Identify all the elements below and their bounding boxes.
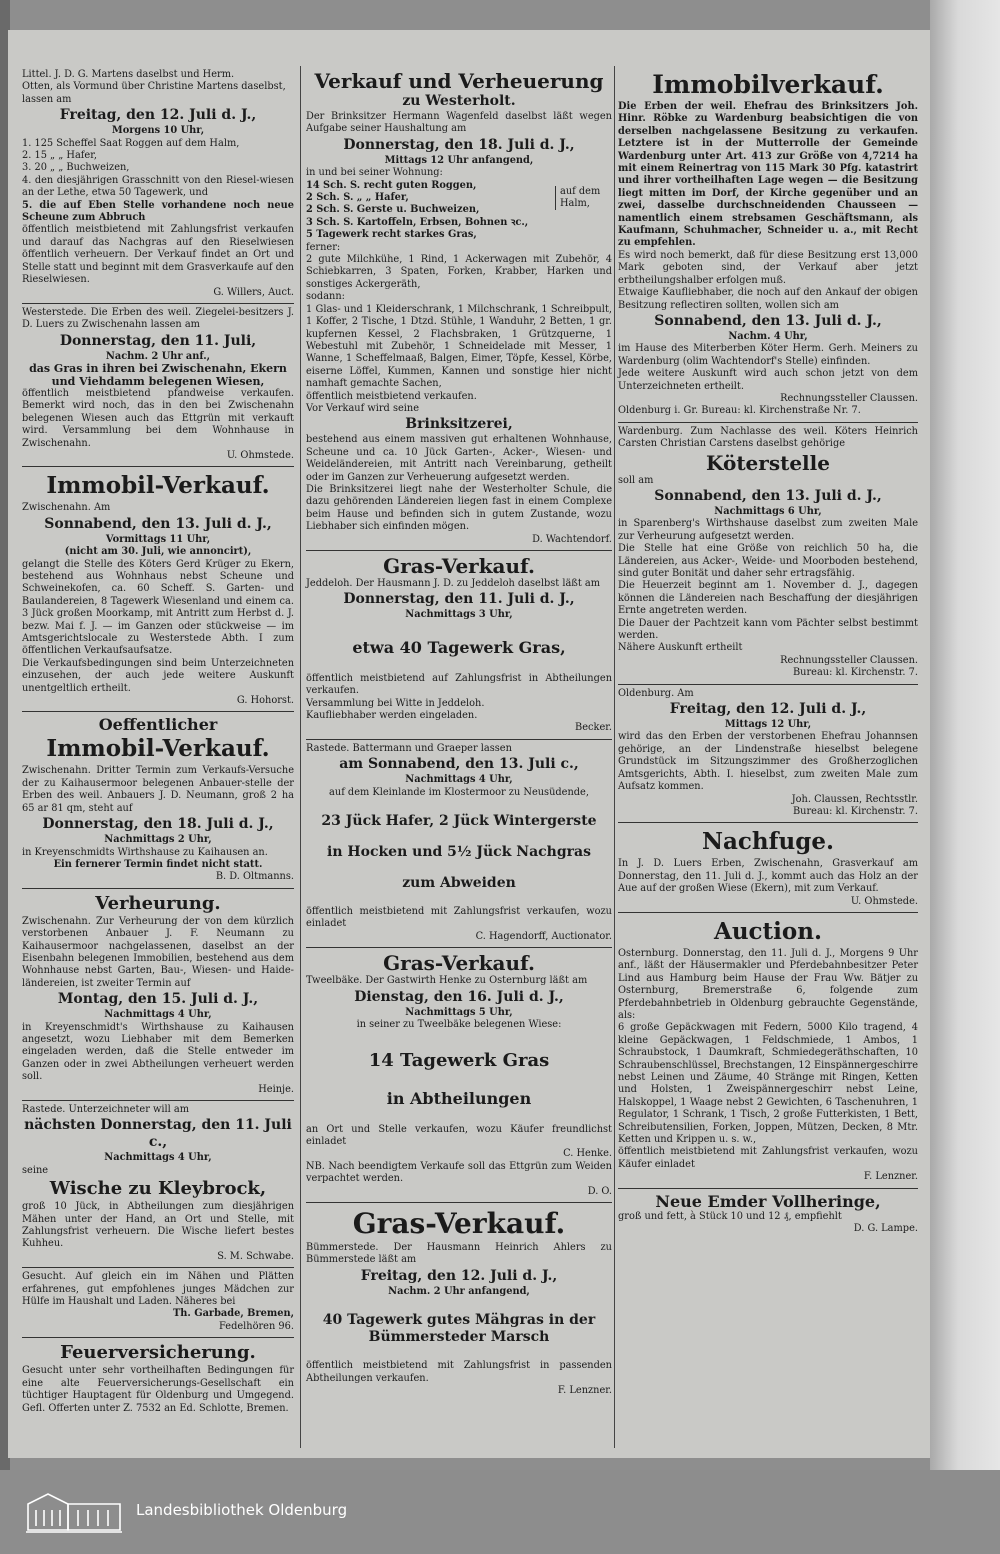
ad-signature: Heinje. — [258, 1083, 294, 1095]
ad-text: Nähere Auskunft ertheilt — [618, 642, 743, 654]
ad-immobilverkauf-wardenburg — [618, 66, 918, 423]
ad-item: 5 Tagewerk recht starkes Gras, — [306, 229, 477, 241]
ad-text: auf dem Kleinlande im Klostermoor zu Neusüdende, — [329, 786, 589, 798]
ad-signature: Joh. Claussen, Rechtsstlr. — [791, 793, 918, 805]
ad-text: öffentlich meistbietend mit Zahlungsfrist verkaufen, wozu Käufer einladet — [618, 1146, 918, 1170]
ad-text: 1 Glas- und 1 Kleiderschrank, 1 Milchschrank, 1 Schreibpult, 1 Koffer, 2 Tische, 1 Dtzd. Stühle, 1 Wanduhr, 2 Betten, 1 gr. kupfernen Kessel, 2 Flachsbraken, 1 Grützquerne, 1 Webestuhl mit Zubehör, 1 Schneidelade mit Messer, 1 Wanne, 1 Scheffelmaaß, Balgen, Eimer, Töpfe, Kessel, Körbe, eiserne Löffel, Kummen, Kannen und sonstige hier nicht namhaft gemachte Sachen, — [306, 303, 612, 390]
ad-item: 1. 125 Scheffel Saat Roggen auf dem Halm, — [22, 137, 240, 149]
ad-vollheringe — [618, 1189, 918, 1240]
ad-text: Tweelbäke. Der Gastwirth Henke zu Osternburg läßt am — [306, 975, 588, 987]
ad-time: Nachm. 2 Uhr anf., — [105, 350, 211, 362]
ad-text: Die Heuerzeit beginnt am 1. November d. J., dagegen können die Ländereien nach Beschaffung der diesjährigen Ernte angetreten werden. — [618, 580, 918, 617]
ad-text: Zwischenahn. Am — [22, 502, 111, 514]
ad-date: Donnerstag, den 18. Juli d. J., — [42, 816, 274, 833]
ad-text: Bümmerstede. Der Hausmann Heinrich Ahlers zu Bümmerstede läßt am — [306, 1241, 612, 1266]
ad-text: Der Brinksitzer Hermann Wagenfeld daselbst läßt wegen Aufgabe seiner Haushaltung am — [306, 111, 612, 135]
ad-highlight: zum Abweiden — [402, 875, 516, 892]
ad-text: Osternburg. Donnerstag, den 11. Juli d. J., Morgens 9 Uhr anf., läßt der Häusermakler und Pferdebahnbesitzer Peter Lind aus Hamburg beim Hause der Frau Ww. Bätjer zu Osternburg, Bremerstraße 6, folgende zum Pferdebahnbetrieb in Oldenburg gebrauchte Gegenstände, als: — [618, 947, 918, 1021]
ad-signature: G. Hohorst. — [236, 695, 294, 707]
ad-date: Montag, den 15. Juli d. J., — [57, 991, 259, 1008]
ad-note: Ein fernerer Termin findet nicht statt. — [53, 858, 263, 870]
column-left — [22, 66, 294, 1419]
ad-text: öffentlich meistbietend mit Zahlungsfrist verkaufen, wozu einladet — [306, 906, 612, 930]
ad-highlight: 40 Tagewerk gutes Mähgras in der Bümmersteder Marsch — [322, 1312, 596, 1346]
ad-text: wird das den Erben der verstorbenen Ehefrau Johannsen gehörige, an der Lindenstraße hieselbst belegene Grundstück im Sitzungszimmer des Großherzoglichen Amtsgerichts, Abth. I. hieselbst, zum zweiten Male zum Aufsatz kommen. — [618, 731, 918, 793]
ad-signature: C. Henke. — [563, 1148, 612, 1160]
ad-heading: Verkauf und Verheuerung — [314, 69, 604, 93]
ad-subheading: zu Westerholt. — [402, 93, 516, 109]
ad-text: soll am — [618, 474, 654, 486]
ad-signature: F. Lenzner. — [557, 1384, 612, 1396]
ad-signature: Fedelhören 96. — [219, 1320, 294, 1332]
ad-text: in und bei seiner Wohnung: — [306, 167, 443, 179]
ad-heading: Nachfuge. — [702, 828, 834, 856]
ad-signature: D. O. — [587, 1185, 612, 1197]
ad-date: Freitag, den 12. Juli d. J., — [59, 107, 257, 124]
ad-text: öffentlich meistbietend mit Zahlungsfrist in passenden Abtheilungen verkaufen. — [306, 1360, 612, 1384]
ad-verkauf-westerholt — [306, 66, 612, 551]
ad-heading: Gras-Verkauf. — [383, 951, 535, 976]
ad-text: Etwaige Kaufliebhaber, die noch auf den Ankauf der obigen Besitzung reflectiren sollten, wollen sich am — [618, 287, 918, 311]
ad-heading: Oeffentlicher — [98, 715, 218, 735]
ad-luers-gras — [22, 304, 294, 467]
ad-text: Rastede. Unterzeichneter will am — [22, 1104, 190, 1115]
ad-immobil-verkauf — [22, 467, 294, 712]
ad-text: Zwischenahn. Zur Verheurung der von dem kürzlich verstorbenen Anbauer J. F. Neumann zu Kaihausermoor nachgelassenen, daselbst an der Eisenbahn belegenen Immobilien, bestehend aus dem Wohnhause nebst Garten, Bau-, Wiesen- und Haide-ländereien, ist zweiter Termin auf — [22, 915, 294, 989]
ad-date: Donnerstag, den 11. Juli, — [59, 332, 257, 349]
ad-text: lassen am — [22, 93, 72, 105]
ad-text: Die Stelle hat eine Größe von reichlich 50 ha, die Ländereien, aus Acker-, Weide- und Moorboden bestehend, sind guter Bonität und daher sehr ertragsfähig. — [618, 543, 918, 579]
ad-text: 6 große Gepäckwagen mit Federn, 5000 Kilo tragend, 4 kleine Gepäckwagen, 1 Feldschmiede, 1 Ambos, 1 Schraubstock, 1 Daumkraft, Schmiedegeräthschaften, 10 Schraubenschlüssel, Brechstangen, 12 Einspännergeschirre nebst Leinen und Zäume, 40 Stränge mit Ringen, Ketten und Holsten, 1 Zweispännergeschirr nebst Leine, Halskoppel, 1 Waage nebst 2 Gewichten, 6 Taschenuhren, 1 Regulator, 1 Schrank, 1 Tisch, 2 große Futterkisten, 1 Bett, Schreibutensilien, Forken, Joppen, Mützen, Decken, 8 Mtr. Ketten und Krippen u. s. w., — [618, 1022, 919, 1146]
ad-item: 3 Sch. S. Kartoffeln, Erbsen, Bohnen ꝛc., — [306, 216, 529, 228]
ad-time: Vormittags 11 Uhr, — [105, 533, 211, 545]
ad-text: Westerstede. Die Erben des weil. Ziegelei-besitzers J. D. Luers zu Zwischenahn lassen am — [22, 306, 294, 331]
ad-heading: Wische zu Kleybrock, — [49, 1178, 267, 1200]
item-group — [306, 180, 612, 217]
ad-highlight: 14 Tagewerk Gras — [368, 1049, 550, 1071]
ad-highlight: in Abtheilungen — [386, 1088, 532, 1108]
ad-signature: U. Ohmstede. — [226, 449, 294, 461]
ad-time: Nachmittags 3 Uhr, — [405, 609, 513, 621]
item-list — [306, 180, 555, 217]
ad-highlight: etwa 40 Tagewerk Gras, — [352, 637, 566, 657]
ad-time: Mittags 12 Uhr anfangend, — [384, 154, 534, 166]
ad-item: 14 Sch. S. recht guten Roggen, — [306, 179, 477, 191]
ad-signature: Becker. — [575, 722, 612, 734]
ad-heading: Gras-Verkauf. — [383, 554, 535, 578]
ad-martens — [22, 66, 294, 304]
ad-heading: Köterstelle — [706, 450, 830, 475]
ad-highlight: 23 Jück Hafer, 2 Jück Wintergerste — [321, 813, 597, 830]
ad-time: Nachm. 4 Uhr, — [728, 330, 808, 342]
ad-text: Die Verkaufsbedingungen sind beim Unterzeichneten einzusehen, der auch jede weitere Auskunft unentgeltlich ertheilt. — [22, 657, 294, 694]
ad-time: Nachmittags 5 Uhr, — [405, 1006, 513, 1018]
ad-text: an Ort und Stelle verkaufen, wozu Käufer freundlichst einladet — [306, 1123, 612, 1147]
ad-text: das Gras in ihren bei Zwischenahn, Ekern und Viehdamm belegenen Wiesen, — [29, 362, 287, 388]
ad-signature: F. Lenzner. — [863, 1171, 918, 1183]
ad-text: Rastede. Battermann und Graeper lassen — [306, 742, 512, 754]
ad-heading: Auction. — [713, 917, 822, 945]
ad-heading: Gras-Verkauf. — [352, 1206, 566, 1240]
ad-auction — [618, 913, 918, 1189]
ad-time: Mittags 12 Uhr, — [724, 719, 812, 731]
brace-note: auf dem Halm, — [555, 186, 612, 210]
ad-gras-verkauf-jeddeloh — [306, 551, 612, 740]
ad-signature: U. Ohmstede. — [850, 895, 918, 907]
ad-text: seine — [22, 1164, 49, 1176]
column-rule — [300, 66, 301, 1448]
ad-date: Sonnabend, den 13. Juli d. J., — [654, 312, 882, 329]
ad-text: Gesucht. Auf gleich ein im Nähen und Plätten erfahrenes, gut empfohlenes junges Mädchen zur Hülfe im Haushalt und Laden. Näheres bei — [22, 1271, 294, 1308]
ad-time: Nachmittags 2 Uhr, — [104, 834, 212, 846]
column-middle — [306, 66, 612, 1401]
ad-subheading: Brinksitzerei, — [405, 416, 513, 433]
ad-date: Sonnabend, den 13. Juli d. J., — [654, 487, 882, 504]
ad-text: Versammlung bei Witte in Jeddeloh. — [306, 697, 485, 709]
ad-note: (nicht am 30. Juli, wie annoncirt), — [64, 546, 252, 558]
ad-address: Oldenburg i. Gr. Bureau: kl. Kirchenstraße Nr. 7. — [618, 405, 861, 417]
ad-text: Die Brinksitzerei liegt nahe der Westerholter Schule, die dazu gehörenden Ländereien liegen fast in einem Complexe beim Hause und befinden sich in gutem Zustande, wozu Liebhaber sich einfinden mögen. — [306, 483, 612, 533]
ad-text: in Kreyenschmidt's Wirthshause zu Kaihausen angesetzt, wozu Liebhaber mit dem Bemerken eingeladen werden, daß die Stelle entweder im Ganzen oder in zwei Abtheilungen verheuert werden soll. — [22, 1021, 294, 1083]
library-building-icon — [24, 1490, 124, 1535]
ad-signature: Rechnungssteller Claussen. — [780, 654, 918, 666]
ad-text: Zwischenahn. Dritter Termin zum Verkaufs-Versuche der zu Kaihausermoor belegenen Anbauer-stelle der Erben des weil. Anbauers J. D. Neumann, groß 2 ha 65 ar 81 qm, steht auf — [22, 765, 294, 814]
ad-koeterstelle — [618, 423, 918, 685]
ad-text: In J. D. Luers Erben, Zwischenahn, Grasverkauf am Donnerstag, den 11. Juli d. J., kommt auch das Holz an der Aue auf der großen Wiese (Ekern), mit zum Verkauf. — [618, 858, 918, 895]
ad-text: Wardenburg. Zum Nachlasse des weil. Köters Heinrich Carsten Christian Carstens daselbst gehörige — [618, 425, 918, 450]
ad-signature: Th. Garbade, Bremen, — [172, 1308, 294, 1320]
ad-text: groß und fett, à Stück 10 und 12 ₰, empfiehlt — [618, 1210, 842, 1222]
ad-signature: D. Wachtendorf. — [532, 533, 612, 545]
ad-text: Otten, als Vormund über Christine Martens daselbst, — [22, 81, 286, 93]
ad-time: Nachmittags 4 Uhr, — [405, 774, 513, 786]
ad-item: 4. den diesjährigen Grasschnitt von den Riesel-wiesen an der Lethe, etwa 50 Tagewerk, und — [22, 174, 294, 199]
ad-signature: Rechnungssteller Claussen. — [780, 392, 918, 404]
ad-heading: Immobilverkauf. — [652, 70, 884, 99]
ad-text: in seiner zu Tweelbäke belegenen Wiese: — [356, 1019, 562, 1031]
ad-verheurung — [22, 889, 294, 1101]
ad-date: Freitag, den 12. Juli d. J., — [669, 701, 867, 718]
ad-grundstueck-oldenburg — [618, 685, 918, 824]
ad-time: Nachm. 2 Uhr anfangend, — [388, 1285, 530, 1297]
library-name: Landesbibliothek Oldenburg — [136, 1501, 348, 1519]
ad-text: Es wird noch bemerkt, daß für diese Besitzung erst 13,000 Mark geboten sind, der Verkauf aber jetzt erbtheilungshalber erfolgen muß. — [618, 249, 918, 286]
ad-text: Jede weitere Auskunft wird auch schon jetzt von dem Unterzeichneten ertheilt. — [618, 368, 918, 392]
ad-text: öffentlich meistbietend pfandweise verkaufen. Bemerkt wird noch, das in den bei Zwischenahn belegenen Wiesen auch das Ettgrün mit verkauft wird. Versammlung bei dem Wohnhause in Zwischenahn. — [22, 387, 294, 449]
ad-date: Donnerstag, den 11. Juli d. J., — [343, 591, 575, 608]
ad-text: 2 gute Milchkühe, 1 Rind, 1 Ackerwagen mit Zubehör, 4 Schiebkarren, 3 Spaten, Forken, Krabber, Harken und sonstiges Ackergeräth, — [306, 254, 612, 290]
ad-signature: C. Hagendorff, Auctionator. — [475, 930, 612, 942]
ad-text: Die Erben der weil. Ehefrau des Brinksitzers Joh. Hinr. Röbke zu Wardenburg beabsichtigen die von derselben nachgelassene Besitzung zu verkaufen. Letztere ist in der Mutterrolle der Gemeinde Wardenburg unter Art. 413 zur Größe von 4,7214 ha mit einem Reinertrag von 115 Mark 30 Pfg. katastrirt und ihrer vortheilhaften Lage wegen — die Besitzung liegt mitten im Dorf, der Kirche gegenüber und an zwei, dasselbe durchschneidenden Chausseen — namentlich einem strebsamen Geschäftsmann, als Kaufmann, Schuhmacher, Schneider u. a., mit Recht zu empfehlen. — [618, 101, 918, 249]
ad-signature: B. D. Oltmanns. — [215, 871, 294, 883]
ad-heading: Immobil-Verkauf. — [46, 472, 270, 500]
ad-text: in Kreyenschmidts Wirthshause zu Kaihausen an. — [22, 846, 268, 858]
column-rule — [614, 66, 615, 1448]
ad-text: ferner: — [306, 241, 341, 253]
ad-highlight: in Hocken und 5½ Jück Nachgras — [327, 844, 591, 861]
ad-text: Littel. J. D. G. Martens daselbst und Herm. — [22, 69, 235, 80]
ad-text: Vor Verkauf wird seine — [306, 402, 420, 414]
ad-time: Nachmittags 6 Uhr, — [714, 505, 822, 517]
ad-text: sodann: — [306, 291, 345, 303]
ad-text: bestehend aus einem massiven gut erhaltenen Wohnhause, Scheune und ca. 10 Jück Garten-, Acker-, Wiesen- und Weideländereien, mit Antritt nach Vereinbarung, getheilt oder im Ganzen zur Verheuerung aufgesetzt werden. — [306, 434, 612, 483]
ad-signature: S. M. Schwabe. — [217, 1250, 294, 1262]
ad-signature: D. G. Lampe. — [853, 1223, 918, 1235]
ad-nachfuge — [618, 823, 918, 913]
ad-text: Kaufliebhaber werden eingeladen. — [306, 710, 478, 722]
ad-date: Dienstag, den 16. Juli d. J., — [354, 988, 564, 1005]
ad-gras-verkauf-buemmerstede — [306, 1203, 612, 1401]
ad-text: gelangt die Stelle des Köters Gerd Krüger zu Ekern, bestehend aus Wohnhaus nebst Scheune und Schweinekofen, ca. 60 Scheff. S. Garten- und Baulandereien, 8 Tagewerk Wiesenland und einem ca. 3 Jück großen Moorkamp, mit Antritt zum Herbst d. J. bezw. Mai f. J. — im Ganzen oder stückweise — im Amtsgerichtslocale zu Westerstede Abth. I zum öffentlichen Verkaufsaufsatze. — [22, 558, 294, 657]
ad-item: 2 Sch. S. „ „ Hafer, — [306, 192, 409, 204]
ad-gesucht — [22, 1268, 294, 1338]
ad-item: 2 Sch. S. Gerste u. Buchweizen, — [306, 204, 480, 216]
ad-date: nächsten Donnerstag, den 11. Juli c., — [24, 1117, 292, 1151]
ad-text: Oldenburg. Am — [618, 687, 694, 699]
ad-time: Nachmittags 4 Uhr, — [104, 1152, 212, 1164]
ad-gras-verkauf-tweelbaeke — [306, 948, 612, 1203]
ad-heading: Neue Emder Vollheringe, — [655, 1191, 881, 1211]
ad-oeffentlicher-immobil-verkauf — [22, 712, 294, 888]
ad-heading: Feuerversicherung. — [60, 1342, 256, 1364]
ad-date: Freitag, den 12. Juli d. J., — [360, 1267, 558, 1284]
ad-wische-kleybrock — [22, 1101, 294, 1268]
ad-text: Gesucht unter sehr vortheilhaften Bedingungen für eine alte Feuerversicherungs-Gesellschaft ein tüchtiger Hauptagent für Oldenburg und Umgegend. Gefl. Offerten unter Z. 7532 an Ed. Schlotte, Bremen. — [22, 1365, 294, 1414]
ad-item: 5. die auf Eben Stelle vorhandene noch neue Scheune zum Abbruch — [22, 199, 294, 224]
ad-time: Morgens 10 Uhr, — [111, 125, 205, 137]
ad-text: NB. Nach beendigtem Verkaufe soll das Ettgrün zum Weiden verpachtet werden. — [306, 1160, 612, 1185]
ad-item: 3. 20 „ „ Buchweizen, — [22, 162, 130, 174]
ad-heading: Verheurung. — [95, 892, 221, 914]
ad-date: am Sonnabend, den 13. Juli c., — [339, 756, 579, 773]
ad-date: Donnerstag, den 18. Juli d. J., — [343, 136, 575, 153]
scan-right-margin — [930, 0, 1000, 1470]
column-right — [618, 66, 918, 1239]
ad-text: groß 10 Jück, in Abtheilungen zum diesjährigen Mähen unter der Hand, an Ort und Stelle, mit Zahlungsfrist verheuern. Die Wische liefert bestes Kuhheu. — [22, 1201, 294, 1250]
ad-date: Sonnabend, den 13. Juli d. J., — [44, 515, 272, 532]
ad-heading: Immobil-Verkauf. — [46, 735, 270, 763]
ad-text: Jeddeloh. Der Hausmann J. D. zu Jeddeloh daselbst läßt am — [306, 578, 601, 589]
ad-text: Die Dauer der Pachtzeit kann vom Pächter selbst bestimmt werden. — [618, 617, 918, 642]
ad-signature: G. Willers, Auct. — [213, 286, 294, 298]
ad-text: öffentlich meistbietend verkaufen. — [306, 390, 477, 402]
ad-text: öffentlich meistbietend auf Zahlungsfrist in Abtheilungen verkaufen. — [306, 672, 612, 697]
ad-text: im Hause des Miterberben Köter Herm. Gerh. Meiners zu Wardenburg (olim Wachtendorf's Stelle) einfinden. — [618, 343, 918, 367]
ad-feuerversicherung — [22, 1338, 294, 1419]
ad-signature: Bureau: kl. Kirchenstr. 7. — [792, 805, 918, 817]
ad-hafer-rastede — [306, 740, 612, 948]
ad-text: öffentlich meistbietend mit Zahlungsfrist verkaufen und darauf das Nachgras auf den Rieselwiesen öffentlich verheuern. Der Verkauf findet an Ort und Stelle statt und beginnt mit dem Grasverkaufe auf den Rieselwiesen. — [22, 224, 294, 286]
ad-signature: Bureau: kl. Kirchenstr. 7. — [792, 667, 918, 679]
ad-item: 2. 15 „ „ Hafer, — [22, 150, 97, 162]
ad-time: Nachmittags 4 Uhr, — [104, 1009, 212, 1021]
ad-text: in Sparenberg's Wirthshause daselbst zum zweiten Male zur Verheurung aufgesetzt werden. — [618, 518, 918, 542]
